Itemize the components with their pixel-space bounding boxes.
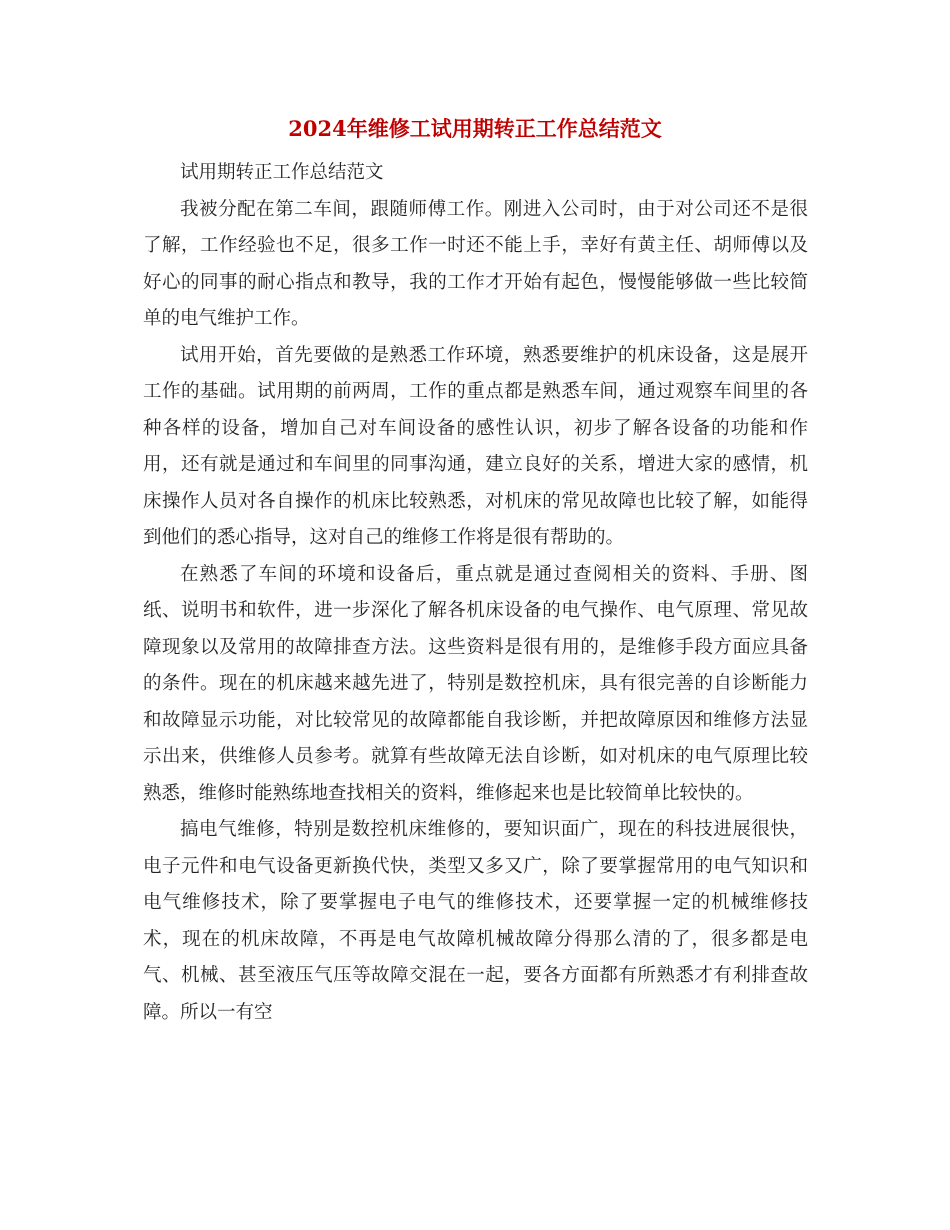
paragraph-documentation-study: 在熟悉了车间的环境和设备后，重点就是通过查阅相关的资料、手册、图纸、说明书和软件，进一步深化了解各机床设备的电气操作、电气原理、常见故障现象以及常用的故障排查方法。这些资料是很有用的，是维修手段方面应具备的条件。现在的机床越来越先进了，特别是数控机床，具有很完善的自诊断能力和故障显示功能，对比较常见的故障都能自我诊断，并把故障原因和维修方法显示出来，供维修人员参考。就算有些故障无法自诊断，如对机床的电气原理比较熟悉，维修时能熟练地查找相关的资料，维修起来也是比较简单比较快的。: [143, 563, 808, 804]
document-title: 2024年维修工试用期转正工作总结范文: [288, 116, 662, 141]
paragraph-familiarization: 试用开始，首先要做的是熟悉工作环境，熟悉要维护的机床设备，这是展开工作的基础。试用期的前两周，工作的重点都是熟悉车间，通过观察车间里的各种各样的设备，增加自己对车间设备的感性认识，初步了解各设备的功能和作用，还有就是通过和车间里的同事沟通，建立良好的关系，增进大家的感情，机床操作人员对各自操作的机床比较熟悉，对机床的常见故障也比较了解，如能得到他们的悉心指导，这对自己的维修工作将是很有帮助的。: [143, 344, 808, 548]
paragraph-subtitle: 试用期转正工作总结范文: [180, 162, 384, 183]
document-body: [143, 155, 808, 1031]
paragraph-knowledge-breadth: 搞电气维修，特别是数控机床维修的，要知识面广，现在的科技进展很快，电子元件和电气设备更新换代快，类型又多又广，除了要掌握常用的电气知识和电气维修技术，除了要掌握电子电气的维修技术，还要掌握一定的机械维修技术，现在的机床故障，不再是电气故障机械故障分得那么清的了，很多都是电气、机械、甚至液压气压等故障交混在一起，要各方面都有所熟悉才有利排查故障。所以一有空: [143, 819, 808, 1023]
paragraph-assignment: 我被分配在第二车间，跟随师傅工作。刚进入公司时，由于对公司还不是很了解，工作经验也不足，很多工作一时还不能上手，幸好有黄主任、胡师傅以及好心的同事的耐心指点和教导，我的工作才开始有起色，慢慢能够做一些比较简单的电气维护工作。: [143, 198, 808, 329]
